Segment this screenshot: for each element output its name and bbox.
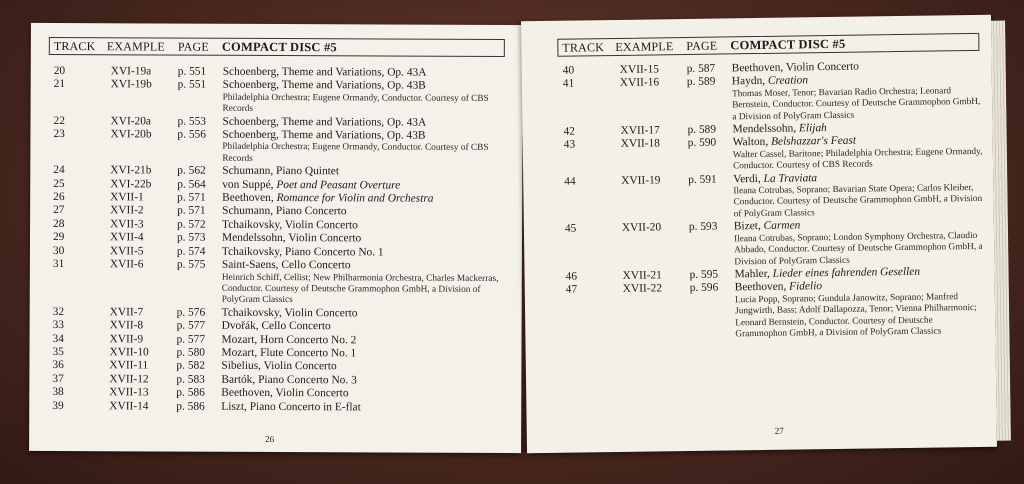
track-number: 33 [52, 319, 65, 332]
track-number: 22 [53, 114, 65, 127]
composer-work: Tchaikovsky, Violin Concerto [221, 306, 358, 320]
header-disc-title: COMPACT DISC #5 [730, 36, 846, 52]
track-row [560, 217, 985, 271]
header-example: EXAMPLE [106, 38, 165, 54]
track-row [559, 133, 983, 175]
composer-work: Walton, [732, 136, 772, 149]
work-italic-title: Fidelio [789, 280, 823, 293]
composer-work: Dvořák, Cello Concerto [221, 319, 331, 333]
page-stack-edge [991, 21, 1011, 441]
left-page [29, 23, 523, 453]
track-number: 25 [53, 177, 65, 190]
page-reference: p. 574 [176, 245, 206, 258]
work-italic-title: Poet and Peasant Overture [276, 178, 401, 192]
page-reference: p. 556 [177, 128, 206, 141]
performer-credit: Walter Cassel, Baritone; Philadelphia Orchestra; Eugene Ormandy, Conductor. Courtesy of CBS Records [732, 146, 983, 172]
example-number: XVII-17 [620, 124, 660, 137]
example-number: XVII-11 [109, 359, 149, 372]
track-number: 28 [53, 217, 65, 230]
track-number: 38 [52, 386, 64, 399]
example-number: XVII-21 [622, 269, 662, 282]
example-number: XVII-4 [109, 231, 144, 244]
work-italic-title: Romance for Violin and Orchestra [276, 192, 434, 205]
page-reference: p. 586 [176, 386, 205, 399]
track-number: 42 [563, 125, 576, 138]
track-row [49, 78, 513, 116]
work-italic-title: La Traviata [763, 171, 818, 185]
track-number: 46 [565, 270, 578, 283]
track-row [558, 72, 983, 126]
composer-work: Bartók, Piano Concerto No. 3 [221, 373, 357, 387]
track-number: 39 [52, 399, 64, 412]
page-reference: p. 575 [176, 258, 206, 271]
composer-work: Sibelius, Violin Concerto [221, 360, 337, 373]
track-number: 41 [562, 77, 575, 91]
page-reference: p. 576 [176, 306, 206, 319]
right-page [521, 15, 997, 454]
work-italic-title: Carmen [763, 219, 801, 233]
example-number: XVII-15 [619, 63, 660, 76]
example-number: XVII-19 [621, 174, 661, 187]
example-number: XVII-9 [109, 332, 144, 345]
composer-work: Schumann, Piano Quintet [222, 165, 340, 178]
track-row [47, 400, 511, 415]
composer-work: Schoenberg, Theme and Variations, Op. 43A [222, 65, 427, 79]
example-number: XVII-8 [109, 319, 144, 332]
track-number: 32 [52, 305, 65, 318]
header-page: PAGE [686, 38, 718, 53]
track-number: 34 [52, 332, 64, 345]
composer-work: Beethoven, [222, 191, 277, 205]
work-italic-title: Creation [767, 74, 809, 88]
performer-credit: Ileana Cotrubas, Soprano; Bavarian State Opera; Carlos Kleiber, Conductor. Courtesy of Deutsche Grammophon GmbH, a Division of PolyGram Classics [733, 183, 983, 220]
composer-work: Verdi, [733, 172, 764, 186]
performer-credit: Philadelphia Orchestra; Eugene Ormandy, Conductor. Courtesy of CBS Records [222, 142, 489, 164]
work-title [222, 306, 512, 321]
composer-work: Schoenberg, Theme and Variations, Op. 43B [222, 128, 426, 142]
track-number: 40 [562, 64, 575, 77]
composer-work: Bizet, [733, 220, 764, 233]
track-row [559, 170, 984, 224]
page-reference: p. 571 [177, 205, 206, 218]
track-number: 21 [53, 78, 66, 91]
example-number: XVII-20 [621, 221, 662, 235]
track-number: 26 [53, 191, 65, 204]
work-title [222, 333, 512, 348]
composer-work: Mendelssohn, Violin Concerto [221, 232, 362, 245]
work-title [222, 219, 512, 234]
page-reference: p. 577 [176, 319, 206, 332]
work-title [222, 178, 512, 193]
page-reference: p. 571 [177, 191, 206, 204]
performer-credit: Thomas Moser, Tenor; Bavarian Radio Orchestra; Leonard Bernstein, Conductor. Courtesy of Deutsche Grammophon GmbH, a Division of PolyGram Classics [731, 86, 981, 122]
track-number: 37 [52, 372, 64, 385]
example-number: XVI-19a [110, 65, 152, 78]
page-reference: p. 577 [176, 333, 206, 346]
example-number: XVII-3 [110, 218, 144, 231]
page-reference: p. 590 [687, 137, 717, 150]
composer-work: Tchaikovsky, Violin Concerto [222, 218, 358, 232]
header-track: TRACK [562, 39, 605, 55]
work-title [221, 374, 511, 389]
composer-work: von Suppé, [222, 178, 277, 191]
page-reference: p. 582 [176, 359, 205, 373]
example-number: XVII-2 [110, 204, 144, 217]
performer-credit: Heinrich Schiff, Cellist; New Philharmonia Orchestra, Charles Mackerras, Conductor. Courtesy of Deutsche Grammophon GmbH, a Division of PolyGram Classics [221, 272, 499, 306]
track-number: 20 [53, 65, 66, 78]
track-number: 47 [565, 283, 578, 297]
example-number: XVII-13 [109, 386, 149, 399]
track-number: 35 [52, 345, 64, 359]
page-reference: p. 564 [177, 178, 206, 191]
example-number: XVI-19b [110, 78, 152, 91]
work-italic-title: Elijah [798, 122, 827, 135]
track-row [48, 258, 512, 308]
header-disc-title: COMPACT DISC #5 [221, 39, 337, 54]
example-number: XVII-5 [109, 244, 144, 258]
page-reference: p. 583 [176, 373, 205, 386]
track-number: 24 [53, 164, 65, 177]
page-reference: p. 587 [686, 62, 716, 75]
performer-credit: Philadelphia Orchestra; Eugene Ormandy, Conductor. Courtesy of CBS Records [222, 92, 489, 115]
header-example: EXAMPLE [615, 38, 674, 54]
track-number: 43 [563, 138, 576, 152]
page-reference: p. 580 [176, 346, 206, 359]
example-number: XVI-22b [110, 177, 152, 191]
composer-work: Schumann, Piano Concerto [222, 205, 347, 218]
work-italic-title: Lieder eines fahrenden Gesellen [772, 265, 921, 280]
track-number: 45 [564, 222, 577, 235]
work-title [223, 66, 513, 81]
work-title [222, 115, 512, 130]
work-title [222, 165, 512, 180]
work-title [221, 347, 511, 362]
page-number: 27 [774, 425, 784, 436]
page-reference: p. 589 [687, 123, 717, 137]
track-list-right [558, 59, 986, 343]
composer-work: Tchaikovsky, Piano Concerto No. 1 [221, 245, 384, 259]
composer-work: Liszt, Piano Concerto in E-flat [221, 400, 361, 413]
example-number: XVI-20b [110, 128, 152, 141]
track-number: 27 [53, 204, 65, 217]
track-list-left [47, 65, 513, 415]
header-page: PAGE [177, 39, 209, 54]
page-reference: p. 593 [688, 220, 718, 234]
header-track: TRACK [53, 38, 96, 53]
track-number: 44 [564, 175, 576, 188]
track-row [561, 278, 986, 343]
track-number: 23 [53, 128, 65, 141]
page-number: 26 [265, 433, 275, 444]
page-reference: p. 586 [176, 400, 205, 413]
work-title [222, 205, 512, 220]
work-title [222, 232, 512, 247]
work-title [222, 320, 512, 335]
example-number: XVII-18 [620, 137, 661, 151]
track-number: 31 [52, 258, 65, 271]
track-list-header [557, 33, 979, 57]
work-title [221, 387, 511, 402]
page-reference: p. 573 [176, 231, 206, 244]
page-reference: p. 551 [177, 78, 207, 92]
example-number: XVI-20a [110, 114, 152, 128]
track-number: 30 [52, 244, 65, 257]
composer-work: Beethoven, Violin Concerto [731, 60, 859, 75]
example-number: XVII-1 [110, 191, 144, 204]
track-number: 36 [52, 359, 64, 372]
work-title [221, 360, 511, 375]
example-number: XVII-22 [622, 282, 663, 296]
example-number: XVII-7 [109, 305, 144, 319]
track-number: 29 [52, 231, 65, 244]
work-italic-title: Belshazzar's Feast [770, 135, 857, 149]
composer-work: Mozart, Flute Concerto No. 1 [221, 346, 357, 360]
composer-work: Saint-Saens, Cello Concerto [221, 258, 351, 272]
example-number: XVII-14 [109, 399, 149, 413]
page-reference: p. 572 [177, 218, 206, 231]
example-number: XVII-6 [109, 258, 144, 271]
page-reference: p. 596 [689, 281, 719, 295]
composer-work: Schoenberg, Theme and Variations, Op. 43B [222, 79, 426, 93]
page-reference: p. 551 [177, 65, 207, 78]
track-row [48, 128, 512, 166]
example-number: XVII-12 [109, 373, 149, 386]
work-title [221, 400, 511, 415]
page-reference: p. 595 [689, 268, 719, 281]
page-reference: p. 591 [688, 173, 717, 186]
page-reference: p. 589 [686, 76, 716, 89]
page-reference: p. 553 [177, 115, 207, 128]
work-title [222, 192, 512, 207]
performer-credit: Lucia Popp, Soprano; Gundula Janowitz, Soprano; Manfred Jungwirth, Bass; Adolf Dallapozza, Tenor; Vienna Philharmonic; Leonard Bernstein, Conductor. Courtesy of Deutsche Grammophon GmbH, a Division of PolyGram Classics [734, 291, 977, 340]
composer-work: Haydn, [731, 75, 769, 88]
composer-work: Beethoven, Violin Concerto [221, 386, 349, 400]
composer-work: Mozart, Horn Concerto No. 2 [221, 333, 357, 346]
composer-work: Beethoven, [734, 280, 790, 294]
example-number: XVII-10 [109, 346, 149, 359]
page-reference: p. 562 [177, 164, 206, 177]
work-title [223, 79, 513, 94]
composer-work: Mendelssohn, [732, 122, 800, 136]
performer-credit: Ileana Cotrubas, Soprano; London Symphony Orchestra, Claudio Abbado, Conductor. Courtesy of Deutsche Grammophon GmbH, a Division of PolyGram Classics [733, 230, 983, 267]
work-title [222, 259, 512, 274]
example-number: XVII-16 [619, 76, 660, 90]
composer-work: Schoenberg, Theme and Variations, Op. 43A [222, 115, 427, 129]
composer-work: Mahler, [734, 267, 773, 281]
work-title [222, 245, 512, 260]
example-number: XVI-21b [110, 164, 152, 177]
track-list-header [49, 37, 505, 57]
